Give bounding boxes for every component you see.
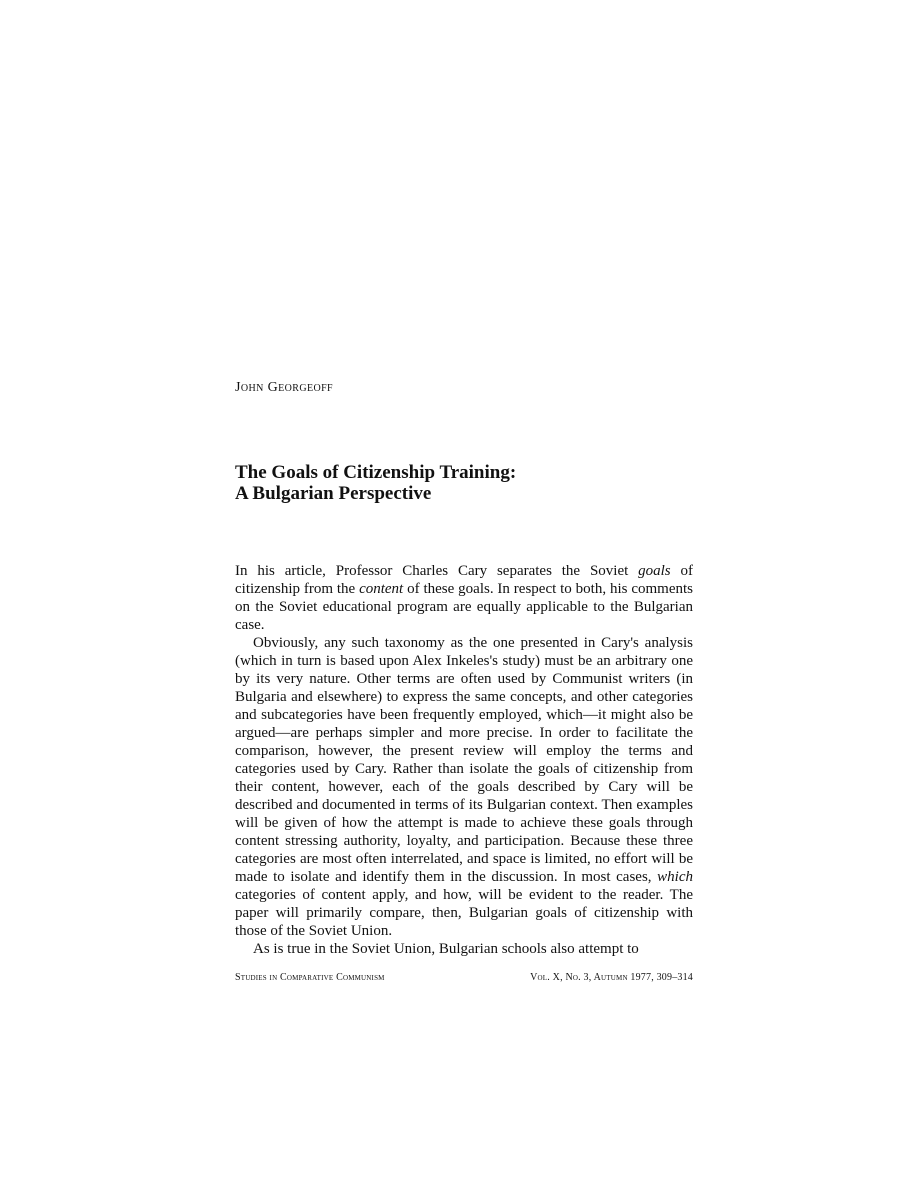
volume-citation: Vol. X, No. 3, Autumn 1977, 309–314 bbox=[530, 972, 693, 983]
p3-text: As is true in the Soviet Union, Bulgarian schools also attempt to bbox=[253, 941, 639, 957]
title-line-2: A Bulgarian Perspective bbox=[235, 483, 432, 504]
journal-name: Studies in Comparative Communism bbox=[235, 972, 385, 983]
title-line-1: The Goals of Citizenship Training: bbox=[235, 462, 517, 483]
paragraph-1 bbox=[235, 562, 693, 634]
p2-emphasis-which: which bbox=[657, 869, 693, 885]
p1-text-a: In his article, Professor Charles Cary separates the Soviet bbox=[235, 563, 639, 579]
paragraph-3 bbox=[235, 940, 693, 958]
article-title bbox=[235, 462, 695, 504]
p2-text-b: categories of content apply, and how, will be evident to the reader. The paper will primarily compare, then, Bulgarian goals of citizenship with those of the Soviet Union. bbox=[235, 887, 693, 939]
p1-text-b: of citizenship from the bbox=[235, 563, 693, 597]
author-name: John Georgeoff bbox=[235, 380, 333, 395]
p1-emphasis-goals: goals bbox=[638, 563, 671, 579]
page-footer bbox=[235, 972, 693, 983]
article-body bbox=[235, 562, 693, 958]
p1-emphasis-content: content bbox=[359, 581, 404, 597]
p1-text-c: of these goals. In respect to both, his comments on the Soviet educational program are equally applicable to the Bulgarian case. bbox=[235, 581, 693, 633]
p2-text-a: Obviously, any such taxonomy as the one presented in Cary's analysis (which in turn is based upon Alex Inkeles's study) must be an arbitrary one by its very nature. Other terms are often used by Communist writers (in Bulgaria and elsewhere) to express the same concepts, and other categories and subcategories have been frequently employed, which—it might also be argued—are perhaps simpler and more precise. In order to facilitate the comparison, however, the present review will employ the terms and categories used by Cary. Rather than isolate the goals of citizenship from their content, however, each of the goals described by Cary will be described and documented in terms of its Bulgarian context. Then examples will be given of how the attempt is made to achieve these goals through content stressing authority, loyalty, and participation. Because these three categories are most often interrelated, and space is limited, no effort will be made to isolate and identify them in the discussion. In most cases, bbox=[235, 635, 693, 885]
paragraph-2 bbox=[235, 634, 693, 940]
